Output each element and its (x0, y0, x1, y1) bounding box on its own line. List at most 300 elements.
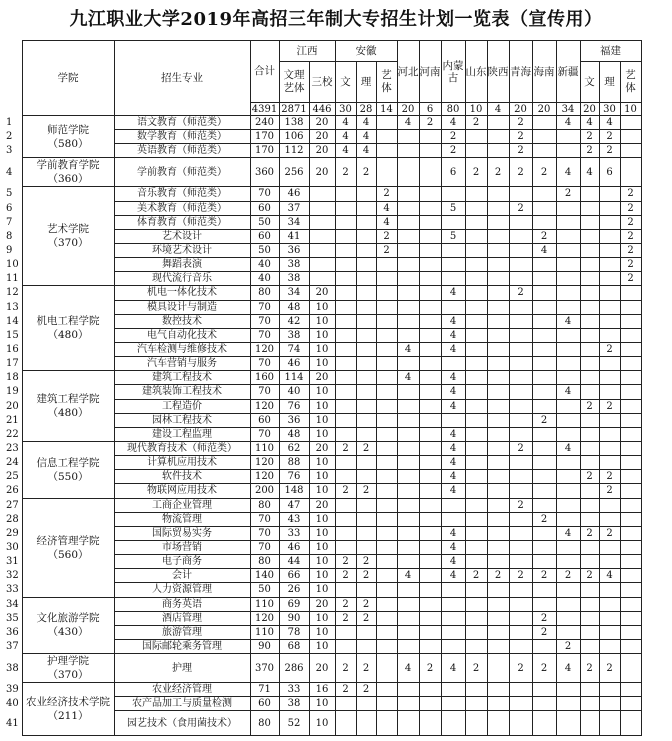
quota-cell: 2 (599, 130, 620, 144)
quota-cell: 36 (279, 243, 309, 257)
quota-cell (397, 130, 419, 144)
quota-cell (465, 272, 487, 286)
quota-cell (376, 583, 397, 597)
quota-cell (419, 130, 441, 144)
quota-cell (509, 597, 532, 611)
quota-cell: 5 (441, 201, 465, 215)
quota-cell (487, 441, 509, 455)
quota-cell: 4 (556, 116, 580, 130)
major-cell: 人力资源管理 (114, 583, 250, 597)
quota-cell (419, 711, 441, 736)
quota-cell (580, 328, 599, 342)
quota-cell (599, 243, 620, 257)
quota-cell (356, 697, 376, 711)
quota-cell (509, 385, 532, 399)
quota-cell (419, 683, 441, 697)
quota-cell (487, 597, 509, 611)
quota-cell (599, 555, 620, 569)
quota-cell (532, 258, 556, 272)
quota-cell: 47 (279, 498, 309, 512)
quota-cell (419, 441, 441, 455)
college-cell (22, 116, 114, 158)
quota-cell (356, 229, 376, 243)
quota-cell (356, 711, 376, 736)
row-number: 33 (6, 584, 19, 596)
quota-cell (309, 243, 335, 257)
quota-cell (419, 258, 441, 272)
quota-cell (376, 611, 397, 625)
quota-cell (335, 711, 356, 736)
quota-cell (356, 399, 376, 413)
quota-cell (532, 427, 556, 441)
major-cell: 环境艺术设计 (114, 243, 250, 257)
quota-cell (465, 187, 487, 201)
header-jiangxi: 江西 (279, 41, 335, 62)
quota-cell (599, 441, 620, 455)
quota-cell (556, 413, 580, 427)
quota-cell: 38 (279, 272, 309, 286)
quota-cell (599, 512, 620, 526)
quota-cell: 2 (376, 187, 397, 201)
quota-cell: 2 (419, 116, 441, 130)
quota-cell (356, 314, 376, 328)
quota-cell (376, 498, 397, 512)
header-hebei: 河北 (397, 41, 419, 103)
quota-cell (599, 371, 620, 385)
quota-cell (356, 512, 376, 526)
quota-cell (509, 413, 532, 427)
quota-cell: 66 (279, 569, 309, 583)
quota-cell: 20 (309, 144, 335, 158)
quota-cell (509, 187, 532, 201)
quota-cell (465, 314, 487, 328)
college-count: （580） (47, 137, 89, 150)
quota-cell: 4 (556, 314, 580, 328)
quota-cell: 2 (509, 116, 532, 130)
quota-cell (580, 229, 599, 243)
row-number: 20 (6, 400, 19, 412)
quota-cell: 2 (356, 683, 376, 697)
quota-cell (599, 258, 620, 272)
quota-cell: 370 (250, 654, 279, 683)
quota-cell (397, 328, 419, 342)
quota-cell (487, 683, 509, 697)
quota-cell: 20 (309, 498, 335, 512)
quota-cell: 10 (309, 639, 335, 653)
quota-cell: 2 (465, 654, 487, 683)
quota-cell (580, 498, 599, 512)
header-neimenggu: 内蒙古 (441, 41, 465, 103)
quota-cell: 120 (250, 456, 279, 470)
quota-cell (556, 258, 580, 272)
quota-cell: 2 (532, 413, 556, 427)
quota-cell: 2 (356, 569, 376, 583)
college-count: （370） (47, 237, 89, 250)
quota-cell: 114 (279, 371, 309, 385)
total-cell: 6 (419, 103, 441, 116)
quota-cell (487, 342, 509, 356)
quota-cell (620, 625, 641, 639)
quota-cell (599, 385, 620, 399)
quota-cell (509, 639, 532, 653)
quota-cell: 10 (309, 385, 335, 399)
quota-cell (487, 526, 509, 540)
quota-cell: 4 (532, 243, 556, 257)
quota-cell: 112 (279, 144, 309, 158)
quota-cell (335, 229, 356, 243)
quota-cell (599, 357, 620, 371)
total-cell: 14 (376, 103, 397, 116)
quota-cell (397, 187, 419, 201)
quota-cell (532, 357, 556, 371)
quota-cell (465, 229, 487, 243)
quota-cell (620, 583, 641, 597)
row-number: 38 (6, 662, 19, 674)
quota-cell: 70 (250, 300, 279, 314)
table-row (4, 683, 641, 697)
quota-cell (397, 540, 419, 554)
quota-cell: 4 (441, 555, 465, 569)
quota-cell (356, 385, 376, 399)
row-number: 18 (6, 372, 19, 384)
college-name: 农业经济技术学院（211） (26, 696, 110, 723)
quota-cell (620, 441, 641, 455)
quota-cell (556, 470, 580, 484)
college-cell (22, 498, 114, 597)
quota-cell (620, 328, 641, 342)
row-number: 26 (6, 485, 19, 497)
header-hainan: 海南 (532, 41, 556, 103)
quota-cell (397, 639, 419, 653)
quota-cell (599, 201, 620, 215)
quota-cell (620, 300, 641, 314)
quota-cell (376, 342, 397, 356)
quota-cell (556, 201, 580, 215)
quota-cell (509, 697, 532, 711)
quota-cell: 2 (465, 116, 487, 130)
row-number: 12 (6, 287, 19, 299)
quota-cell: 60 (250, 413, 279, 427)
quota-cell (487, 385, 509, 399)
header-jx-wenli: 文理艺体 (279, 62, 309, 103)
quota-cell: 4 (556, 385, 580, 399)
quota-cell: 10 (309, 427, 335, 441)
quota-cell (465, 498, 487, 512)
quota-cell: 2 (509, 144, 532, 158)
quota-cell (441, 215, 465, 229)
quota-cell: 70 (250, 540, 279, 554)
major-cell: 建设工程监理 (114, 427, 250, 441)
row-number: 35 (6, 612, 19, 624)
quota-cell (532, 583, 556, 597)
quota-cell (465, 286, 487, 300)
total-cell: 10 (465, 103, 487, 116)
quota-cell: 43 (279, 512, 309, 526)
quota-cell (487, 187, 509, 201)
quota-cell (376, 158, 397, 187)
row-number: 1 (6, 117, 13, 129)
quota-cell: 2 (509, 130, 532, 144)
quota-cell (465, 540, 487, 554)
quota-cell (620, 399, 641, 413)
quota-cell: 46 (279, 540, 309, 554)
row-number: 9 (6, 245, 13, 257)
quota-cell: 2 (620, 229, 641, 243)
quota-cell: 120 (250, 611, 279, 625)
quota-cell: 4 (441, 116, 465, 130)
college-name: 经济管理学院 (36, 534, 100, 547)
quota-cell (419, 498, 441, 512)
major-cell: 园林工程技术 (114, 413, 250, 427)
quota-cell: 70 (250, 385, 279, 399)
quota-cell: 2 (419, 654, 441, 683)
quota-cell (532, 711, 556, 736)
quota-cell (487, 484, 509, 498)
quota-cell (580, 258, 599, 272)
total-cell: 80 (441, 103, 465, 116)
quota-cell (419, 215, 441, 229)
quota-cell (335, 427, 356, 441)
quota-cell (465, 512, 487, 526)
major-cell: 美术教育（师范类） (114, 201, 250, 215)
quota-cell: 10 (309, 697, 335, 711)
quota-cell (335, 526, 356, 540)
quota-cell (465, 130, 487, 144)
quota-cell: 20 (309, 371, 335, 385)
quota-cell (580, 456, 599, 470)
major-cell: 护理 (114, 654, 250, 683)
quota-cell (620, 697, 641, 711)
quota-cell (419, 639, 441, 653)
quota-cell (465, 639, 487, 653)
quota-cell: 4 (599, 569, 620, 583)
quota-cell: 2 (556, 569, 580, 583)
quota-cell (419, 371, 441, 385)
quota-cell: 40 (279, 385, 309, 399)
quota-cell (580, 187, 599, 201)
quota-cell: 106 (279, 130, 309, 144)
quota-cell (441, 300, 465, 314)
quota-cell (356, 427, 376, 441)
major-cell: 会计 (114, 569, 250, 583)
quota-cell (376, 526, 397, 540)
quota-cell: 4 (356, 116, 376, 130)
row-number: 34 (6, 598, 19, 610)
header-fujian: 福建 (580, 41, 641, 62)
college-name: 建筑工程学院 (36, 393, 100, 406)
quota-cell: 4 (441, 328, 465, 342)
quota-cell: 4 (441, 371, 465, 385)
quota-cell: 2 (509, 286, 532, 300)
quota-cell (376, 385, 397, 399)
major-cell: 汽车检测与维修技术 (114, 342, 250, 356)
quota-cell (620, 526, 641, 540)
college-cell (22, 158, 114, 187)
quota-cell: 46 (279, 357, 309, 371)
quota-cell (419, 328, 441, 342)
quota-cell: 20 (309, 116, 335, 130)
quota-cell (580, 342, 599, 356)
quota-cell (556, 243, 580, 257)
major-cell: 软件技术 (114, 470, 250, 484)
quota-cell (487, 357, 509, 371)
quota-cell (620, 597, 641, 611)
total-cell: 10 (620, 103, 641, 116)
quota-cell (599, 229, 620, 243)
major-cell: 园艺技术（食用菌技术） (114, 711, 250, 736)
quota-cell: 2 (532, 625, 556, 639)
quota-cell (532, 130, 556, 144)
table-row (4, 158, 641, 187)
quota-cell: 4 (441, 286, 465, 300)
quota-cell (509, 611, 532, 625)
quota-cell (356, 201, 376, 215)
quota-cell (335, 314, 356, 328)
row-number: 13 (6, 301, 19, 313)
quota-cell (397, 258, 419, 272)
header-henan: 河南 (419, 41, 441, 103)
quota-cell (419, 413, 441, 427)
quota-cell (397, 597, 419, 611)
quota-cell (335, 540, 356, 554)
quota-cell (509, 371, 532, 385)
quota-cell: 2 (465, 158, 487, 187)
quota-cell (441, 498, 465, 512)
college-cell (22, 441, 114, 498)
quota-cell (556, 555, 580, 569)
header-index (4, 41, 22, 116)
total-cell: 20 (397, 103, 419, 116)
quota-cell (599, 625, 620, 639)
header-ah-yiti: 艺体 (376, 62, 397, 103)
quota-cell (419, 286, 441, 300)
quota-cell (620, 456, 641, 470)
major-cell: 体育教育（师范类） (114, 215, 250, 229)
quota-cell (556, 272, 580, 286)
quota-cell (599, 215, 620, 229)
quota-cell (376, 314, 397, 328)
quota-cell (532, 371, 556, 385)
quota-cell (556, 512, 580, 526)
quota-cell (556, 286, 580, 300)
quota-cell: 48 (279, 427, 309, 441)
major-cell: 模具设计与制造 (114, 300, 250, 314)
quota-cell (376, 711, 397, 736)
quota-cell: 2 (620, 272, 641, 286)
quota-cell: 4 (335, 144, 356, 158)
quota-cell (419, 456, 441, 470)
quota-cell (532, 215, 556, 229)
quota-cell (376, 427, 397, 441)
quota-cell (487, 611, 509, 625)
quota-cell: 140 (250, 569, 279, 583)
quota-cell (397, 583, 419, 597)
major-cell: 现代教育技术（师范类） (114, 441, 250, 455)
quota-cell (580, 484, 599, 498)
total-cell: 4391 (251, 103, 278, 115)
table-row (4, 654, 641, 683)
quota-cell: 2 (487, 158, 509, 187)
quota-cell: 4 (397, 654, 419, 683)
quota-cell (397, 357, 419, 371)
quota-cell (356, 272, 376, 286)
quota-cell (487, 399, 509, 413)
quota-cell (356, 215, 376, 229)
quota-cell (580, 286, 599, 300)
quota-cell (397, 456, 419, 470)
quota-cell (465, 697, 487, 711)
major-cell: 电子商务 (114, 555, 250, 569)
quota-cell (620, 371, 641, 385)
quota-cell (620, 357, 641, 371)
quota-cell (487, 116, 509, 130)
quota-cell (376, 639, 397, 653)
quota-cell (397, 272, 419, 286)
quota-cell: 2 (532, 158, 556, 187)
row-number: 19 (6, 386, 19, 398)
quota-cell: 38 (279, 697, 309, 711)
quota-cell (376, 300, 397, 314)
major-cell: 音乐教育（师范类） (114, 187, 250, 201)
quota-cell (397, 555, 419, 569)
quota-cell (487, 371, 509, 385)
quota-cell (487, 215, 509, 229)
quota-cell (419, 399, 441, 413)
major-cell: 数控技术 (114, 314, 250, 328)
quota-cell (599, 711, 620, 736)
quota-cell (509, 243, 532, 257)
quota-cell: 110 (250, 597, 279, 611)
quota-cell: 62 (279, 441, 309, 455)
quota-cell (419, 611, 441, 625)
quota-cell (620, 555, 641, 569)
quota-cell: 2 (356, 441, 376, 455)
quota-cell (465, 683, 487, 697)
major-cell: 旅游管理 (114, 625, 250, 639)
quota-cell: 2 (376, 243, 397, 257)
quota-cell (309, 229, 335, 243)
major-cell: 机电一体化技术 (114, 286, 250, 300)
quota-cell (532, 456, 556, 470)
quota-cell: 70 (250, 314, 279, 328)
quota-cell (397, 413, 419, 427)
quota-cell (599, 697, 620, 711)
quota-cell: 38 (279, 328, 309, 342)
quota-cell (397, 498, 419, 512)
quota-cell (620, 144, 641, 158)
college-count: （480） (47, 329, 89, 342)
quota-cell (532, 187, 556, 201)
quota-cell (599, 583, 620, 597)
quota-cell (419, 484, 441, 498)
quota-cell (509, 512, 532, 526)
quota-cell (620, 286, 641, 300)
quota-cell: 42 (279, 314, 309, 328)
quota-cell (487, 427, 509, 441)
quota-cell: 160 (250, 371, 279, 385)
quota-cell (335, 583, 356, 597)
quota-cell: 2 (465, 569, 487, 583)
quota-cell (580, 540, 599, 554)
quota-cell: 90 (250, 639, 279, 653)
quota-cell (532, 597, 556, 611)
quota-cell: 2 (335, 597, 356, 611)
quota-cell: 36 (279, 413, 309, 427)
header-shandong: 山东 (465, 41, 487, 103)
quota-cell (487, 625, 509, 639)
quota-cell: 5 (441, 229, 465, 243)
quota-cell (397, 711, 419, 736)
